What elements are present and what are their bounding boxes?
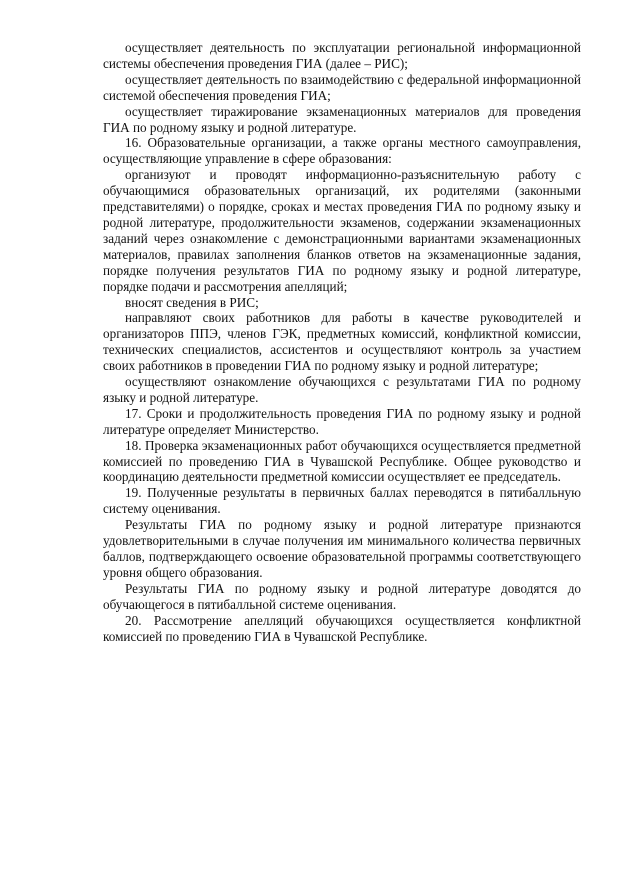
paragraph-ris-operation: осуществляет деятельность по эксплуатации региональной информационной системы обеспечения проведения ГИА (далее – РИС);	[103, 40, 581, 71]
paragraph-results-satisfactory: Результаты ГИА по родному языку и родной литературе признаются удовлетворительными в случае получения им минимального количества первичных баллов, подтверждающего освоение образовательной программы соответствующего уровня общего образования.	[103, 517, 581, 580]
paragraph-16: 16. Образовательные организации, а также органы местного самоуправления, осуществляющие управление в сфере образования:	[103, 135, 581, 167]
paragraph-19: 19. Полученные результаты в первичных баллах переводятся в пятибалльную систему оценивания.	[103, 485, 581, 517]
paragraph-results-communicated: Результаты ГИА по родному языку и родной литературе доводятся до обучающегося в пятибалльной системе оценивания.	[103, 580, 581, 612]
paragraph-20: 20. Рассмотрение апелляций обучающихся осуществляется конфликтной комиссией по проведению ГИА в Чувашской Республике.	[103, 612, 581, 644]
paragraph-18: 18. Проверка экзаменационных работ обучающихся осуществляется предметной комиссией по проведению ГИА в Чувашской Республике. Общее руководство и координацию деятельности предметной комиссии осуществляет ее председатель.	[103, 437, 581, 485]
paragraph-enter-ris: вносят сведения в РИС;	[125, 294, 259, 310]
document-body	[103, 40, 581, 644]
paragraph-replication: осуществляет тиражирование экзаменационных материалов для проведения ГИА по родному языку и родной литературе.	[103, 103, 581, 135]
paragraph-send-staff: направляют своих работников для работы в качестве руководителей и организаторов ППЭ, членов ГЭК, предметных комиссий, конфликтной комиссии, технических специалистов, ассистентов и осуществляют контроль за участием своих работников в проведении ГИА по родному языку и родной литературе;	[103, 310, 581, 374]
paragraph-federal-interaction: осуществляет деятельность по взаимодействию с федеральной информационной системой обеспечения проведения ГИА;	[103, 71, 581, 103]
paragraph-17: 17. Сроки и продолжительность проведения ГИА по родному языку и родной литературе определяет Министерство.	[103, 405, 581, 437]
paragraph-acquaint-results: осуществляют ознакомление обучающихся с результатами ГИА по родному языку и родной литературе.	[103, 374, 581, 405]
paragraph-organize-work: организуют и проводят информационно-разъяснительную работу с обучающимися образовательных организаций, их родителями (законными представителями) о порядке, сроках и местах проведения ГИА по родному языку и родной литературе, продолжительности экзаменов, содержании экзаменационных заданий через ознакомление с демонстрационными вариантами экзаменационных материалов, правилах заполнения бланков ответов на экзаменационные задания, порядке получения результатов ГИА по родному языку и родной литературе, порядке подачи и рассмотрения апелляций;	[103, 167, 581, 294]
